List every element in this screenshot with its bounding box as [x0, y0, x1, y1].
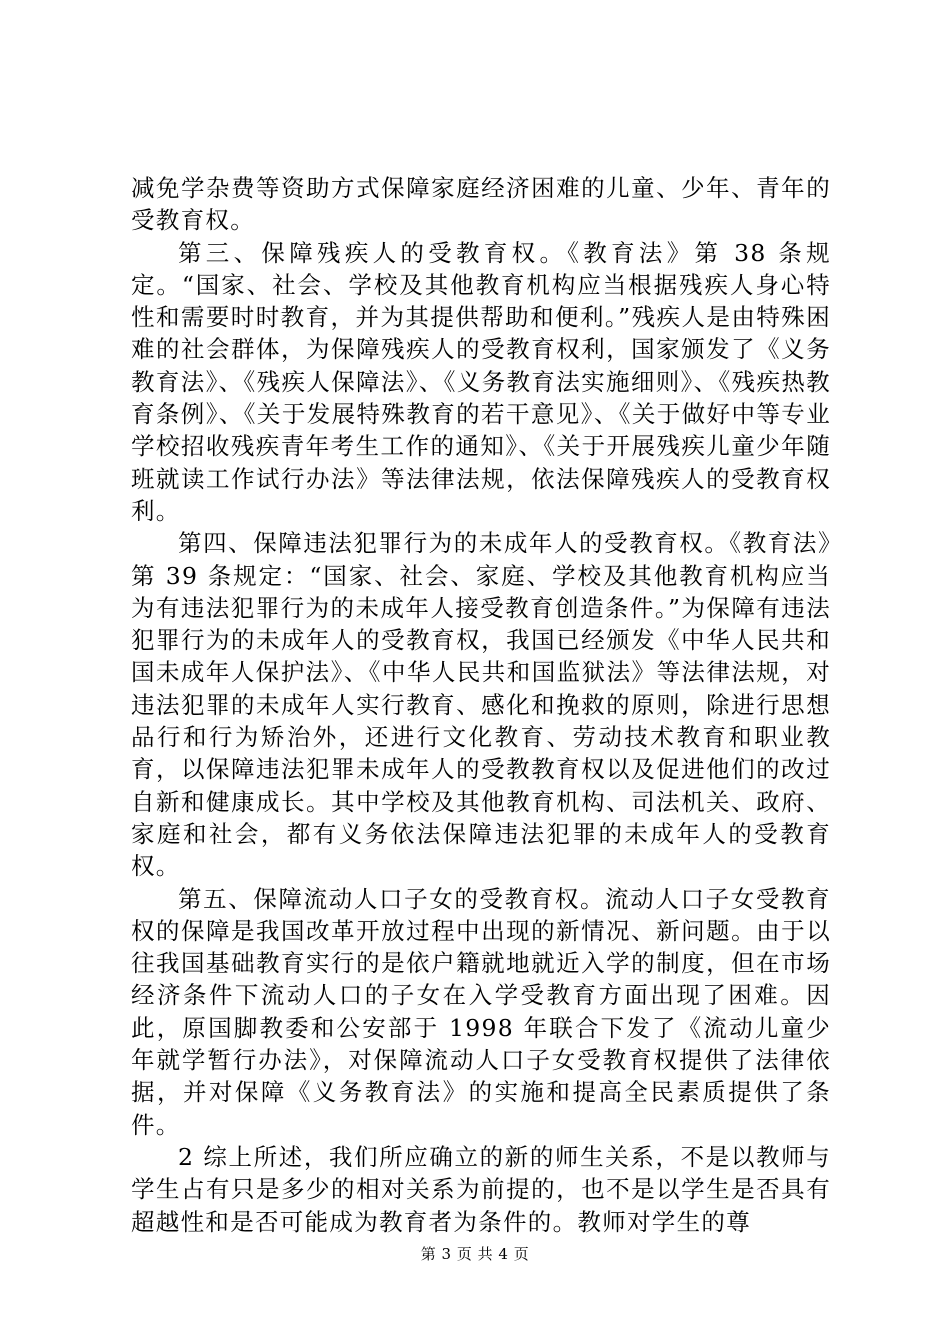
- paragraph-continuation: 减免学杂费等资助方式保障家庭经济困难的儿童、少年、青年的受教育权。: [131, 174, 831, 235]
- paragraph-migrant-children: 第五、保障流动人口子女的受教育权。流动人口子女受教育权的保障是我国改革开放过程中出现的新情况、新问题。由于以往我国基础教育实行的是依户籍就地就近入学的制度，但在市场经济条件下流动人口的子女在入学受教育方面出现了困难。因此，原国脚教委和公安部于 1998 年联合下发了《流动儿童少年就学暂行办法》，对保障流动人口子女受教育权提供了法律依据，并对保障《义务教育法》的实施和提高全民素质提供了条件。: [131, 884, 831, 1139]
- paragraph-summary: 2 综上所述，我们所应确立的新的师生关系，不是以教师与学生占有只是多少的相对关系为前提的，也不是以学生是否具有超越性和是否可能成为教育者为条件的。教师对学生的尊: [131, 1142, 831, 1236]
- body-text: [131, 172, 831, 1238]
- paragraph-disabled-persons: 第三、保障残疾人的受教育权。《教育法》第 38 条规定。“国家、社会、学校及其他教育机构应当根据残疾人身心特性和需要时时教育，并为其提供帮助和便利。”残疾人是由特殊困难的社会群体，为保障残疾人的受教育权利，国家颁发了《义务教育法》、《残疾人保障法》、《义务教育法实施细则》、《残疾热教育条例》、《关于发展特殊教育的若干意见》、《关于做好中等专业学校招收残疾青年考生工作的通知》、《关于开展残疾儿童少年随班就读工作试行办法》等法律法规，依法保障残疾人的受教育权利。: [131, 238, 831, 525]
- paragraph-juvenile-offenders: 第四、保障违法犯罪行为的未成年人的受教育权。《教育法》第 39 条规定：“国家、社会、家庭、学校及其他教育机构应当为有违法犯罪行为的未成年人接受教育创造条件。”为保障有违法犯罪行为的未成年人的受教育权，我国已经颁发《中华人民共和国未成年人保护法》、《中华人民共和国监狱法》等法律法规，对违法犯罪的未成年人实行教育、感化和挽救的原则，除进行思想品行和行为矫治外，还进行文化教育、劳动技术教育和职业教育，以保障违法犯罪未成年人的受教教育权以及促进他们的改过自新和健康成长。其中学校及其他教育机构、司法机关、政府、家庭和社会，都有义务依法保障违法犯罪的未成年人的受教育权。: [131, 529, 831, 881]
- page-footer: 第 3 页 共 4 页: [420, 1245, 530, 1263]
